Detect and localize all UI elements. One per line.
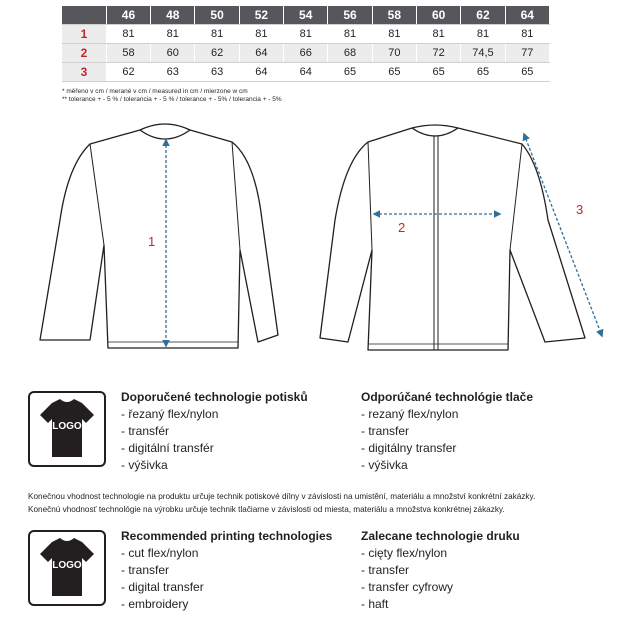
table-cell: 64 [239, 44, 283, 63]
tech-list-cz [121, 389, 308, 474]
tech-item: - haft [361, 597, 389, 611]
tech-item: - transfer [121, 563, 170, 577]
table-cell: 81 [151, 25, 195, 44]
tech-item: - digital transfer [121, 580, 204, 594]
note-line: * měřeno v cm / merané v cm / measured in cm / mierzone w cm [62, 88, 248, 95]
jacket-back [320, 125, 585, 350]
size-table [62, 6, 550, 82]
table-cell: 62 [195, 44, 239, 63]
size-header: 46 [106, 6, 150, 25]
tech-item: - digitální transfér [121, 441, 214, 455]
tech-item: - embroidery [121, 597, 189, 611]
front-collar [140, 130, 190, 139]
size-header: 50 [195, 6, 239, 25]
table-cell: 81 [284, 25, 328, 44]
row-label: 2 [62, 44, 106, 63]
size-header-row [62, 6, 550, 25]
table-cell: 60 [151, 44, 195, 63]
tech-list-pl [361, 528, 520, 613]
table-cell: 66 [284, 44, 328, 63]
tech-item: - výšivka [121, 458, 168, 472]
tech-item: - cut flex/nylon [121, 546, 199, 560]
table-corner [62, 6, 106, 25]
tech-item: - digitálny transfer [361, 441, 457, 455]
jacket-diagram [0, 110, 630, 370]
size-header: 56 [328, 6, 372, 25]
logo-tshirt-box [28, 530, 106, 606]
table-cell: 81 [239, 25, 283, 44]
tech-title: Odporúčané technológie tlače [361, 390, 534, 404]
tech-list-sk [361, 389, 533, 474]
size-header: 54 [284, 6, 328, 25]
tech-item: - transfér [121, 424, 170, 438]
size-header: 52 [239, 6, 283, 25]
tech-list-en [121, 528, 332, 613]
jacket-front [40, 124, 278, 348]
disclaimer [28, 490, 535, 516]
table-cell: 81 [372, 25, 416, 44]
tech-item: - transfer cyfrowy [361, 580, 454, 594]
logo-text: LOGO [52, 421, 82, 432]
table-cell: 81 [417, 25, 461, 44]
table-row [62, 44, 550, 63]
tech-item: - výšivka [361, 458, 408, 472]
measurement-notes [62, 88, 282, 104]
size-header: 48 [151, 6, 195, 25]
size-header: 62 [461, 6, 505, 25]
tech-title: Recommended printing technologies [121, 529, 333, 543]
table-cell: 64 [284, 63, 328, 82]
table-cell: 81 [106, 25, 150, 44]
table-cell: 65 [461, 63, 505, 82]
table-cell: 65 [372, 63, 416, 82]
tshirt-icon [30, 393, 104, 465]
table-cell: 72 [417, 44, 461, 63]
tech-item: - cięty flex/nylon [361, 546, 448, 560]
table-cell: 62 [106, 63, 150, 82]
marker-1: 1 [148, 234, 156, 249]
row-label: 3 [62, 63, 106, 82]
table-cell: 70 [372, 44, 416, 63]
table-cell: 81 [505, 25, 549, 44]
size-header: 58 [372, 6, 416, 25]
table-cell: 65 [417, 63, 461, 82]
tech-title: Zalecane technologie druku [361, 529, 520, 543]
table-cell: 81 [461, 25, 505, 44]
back-outline [320, 125, 585, 350]
disclaimer-line: Konečnou vhodnost technologie na produktu určuje technik potiskové dílny v závislosti na umistění, materiálu a množství konkrétní zakázky. [28, 492, 536, 501]
table-cell: 65 [328, 63, 372, 82]
table-cell: 58 [106, 44, 150, 63]
tech-item: - transfer [361, 424, 410, 438]
table-cell: 81 [195, 25, 239, 44]
note-line: ** tolerance + - 5 % / tolerancia + - 5 % / tolerance + - 5% / tolerancia + - 5% [62, 96, 282, 103]
table-cell: 68 [328, 44, 372, 63]
table-cell: 63 [151, 63, 195, 82]
tech-title: Doporučené technologie potisků [121, 390, 308, 404]
back-collar [412, 128, 458, 136]
size-header: 64 [505, 6, 549, 25]
tech-item: - řezaný flex/nylon [121, 407, 219, 421]
table-cell: 74,5 [461, 44, 505, 63]
table-cell: 65 [505, 63, 549, 82]
table-cell: 77 [505, 44, 549, 63]
measure-arrow-sleeve [524, 134, 602, 336]
table-row [62, 25, 550, 44]
disclaimer-line: Konečnú vhodnosť technológie na výrobku určuje technik tlačiarne v závislosti od miesta, materiálu a množstva konkrétnej zákazky. [28, 505, 505, 514]
tshirt-icon [30, 532, 104, 604]
tech-item: - rezaný flex/nylon [361, 407, 459, 421]
size-header: 60 [417, 6, 461, 25]
table-row [62, 63, 550, 82]
table-cell: 64 [239, 63, 283, 82]
logo-tshirt-box [28, 391, 106, 467]
table-cell: 81 [328, 25, 372, 44]
logo-text: LOGO [52, 560, 82, 571]
marker-3: 3 [576, 202, 584, 217]
table-cell: 63 [195, 63, 239, 82]
marker-2: 2 [398, 220, 406, 235]
tech-item: - transfer [361, 563, 410, 577]
row-label: 1 [62, 25, 106, 44]
front-outline [40, 124, 278, 348]
